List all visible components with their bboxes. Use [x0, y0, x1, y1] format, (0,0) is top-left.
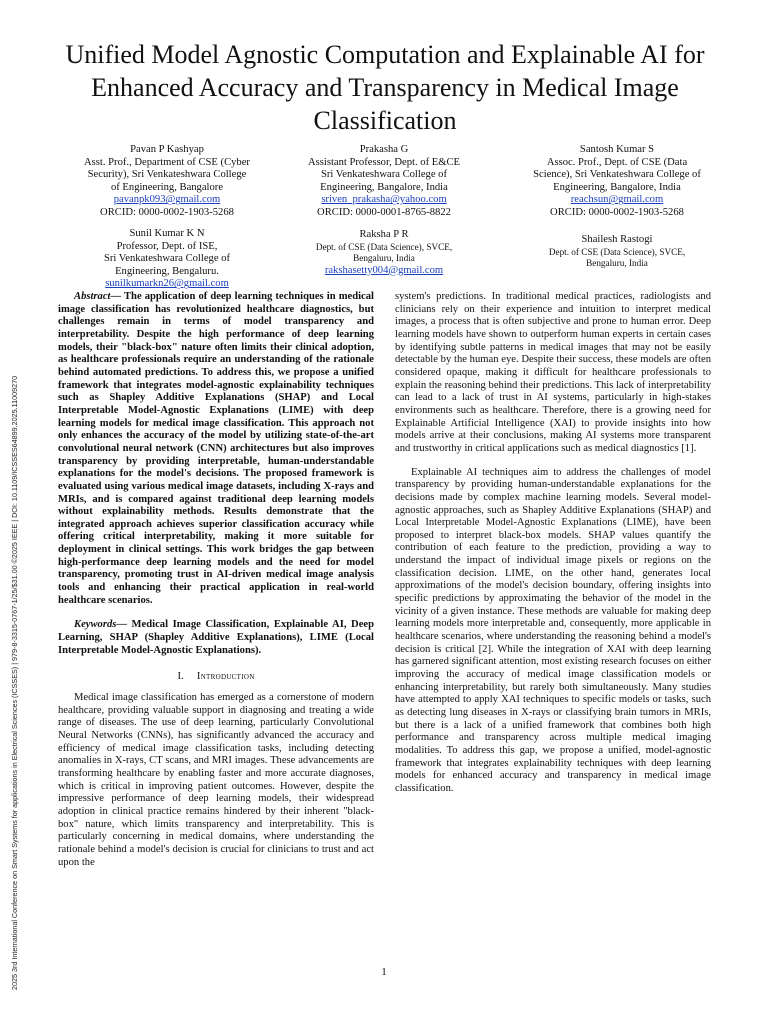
- author-orcid: ORCID: 0000-0002-1903-5268: [550, 206, 684, 218]
- author-block-6: [508, 234, 726, 270]
- author-affiliation: Dept. of CSE (Data Science), SVCE,: [315, 241, 453, 252]
- author-affiliation: Science), Sri Venkateshwara College of: [533, 169, 701, 181]
- author-name: Shailesh Rastogi: [581, 234, 653, 245]
- author-affiliation: Sri Venkateshwara College of: [320, 169, 447, 181]
- author-email-link[interactable]: pavanpk093@gmail.com: [113, 194, 221, 206]
- author-block-4: [60, 228, 274, 291]
- author-orcid: ORCID: 0000-0002-1903-5268: [100, 206, 234, 218]
- body-paragraph: system's predictions. In traditional medical practices, radiologists and clinicians rely on their experience and intuition to interpret medical images, a process that is often subjective and prone to human error. Deep learning models have shown to outperform human experts in certain cases by identifying subtle patterns in medical images that may not be easily detectable by the human eye. Despite their success, these models are often considered opaque, making it difficult for healthcare professionals to explain the reasoning behind their predictions. This lack of interpretability can lead to a lack of trust in AI systems, particularly in high-stakes environments such as healthcare. Therefore, there is a growing need for Explainable Artificial Intelligence (XAI) to provide insights into how models arrive at their conclusions, making AI systems more transparent and trustworthy in critical applications such as medical diagnostics [1].: [395, 291, 711, 454]
- author-name: Prakasha G: [359, 144, 409, 155]
- author-email-link[interactable]: rakshasetty004@gmail.com: [324, 264, 444, 276]
- abstract: [58, 291, 374, 607]
- author-name: Pavan P Kashyap: [130, 144, 204, 155]
- author-block-3: [508, 144, 726, 220]
- author-affiliation: Security), Sri Venkateshwara College: [87, 169, 247, 181]
- left-column: [58, 291, 374, 869]
- keywords-lead: Keywords—: [74, 619, 127, 631]
- author-affiliation: Engineering, Bangalore, India: [320, 181, 448, 193]
- author-block-2: [278, 144, 490, 220]
- author-affiliation: Professor, Dept. of ISE,: [116, 240, 218, 252]
- author-affiliation: Sri Venkateshwara College of: [103, 253, 230, 265]
- section-title: Introduction: [196, 671, 255, 683]
- author-orcid: ORCID: 0000-0001-8765-8822: [317, 206, 451, 218]
- author-affiliation: Assistant Professor, Dept. of E&CE: [308, 156, 460, 168]
- author-name: Sunil Kumar K N: [129, 228, 205, 239]
- author-name: Santosh Kumar S: [579, 144, 655, 155]
- section-heading: [58, 671, 374, 684]
- author-email-link[interactable]: sriven_prakasha@yahoo.com: [321, 194, 447, 206]
- author-affiliation: Assoc. Prof., Dept. of CSE (Data: [546, 156, 688, 168]
- abstract-lead: Abstract—: [74, 291, 122, 302]
- author-email-link[interactable]: reachsun@gmail.com: [570, 194, 664, 206]
- author-affiliation: Engineering, Bengaluru.: [115, 265, 219, 277]
- author-email-link[interactable]: sunilkumarkn26@gmail.com: [105, 278, 229, 290]
- author-affiliation: Asst. Prof., Department of CSE (Cyber: [84, 156, 250, 168]
- author-affiliation: Bengaluru, India: [353, 253, 415, 264]
- author-affiliation: Engineering, Bangalore, India: [553, 181, 681, 193]
- page-number: 1: [381, 966, 387, 978]
- intro-paragraph: Medical image classification has emerged as a cornerstone of modern healthcare, providing valuable support in diagnosing and treating a wide range of diseases. The use of deep learning, particularly Convolutional Neural Networks (CNNs), has significantly advanced the accuracy and efficiency of medical image classification tasks, including detecting anomalies in X-rays, CT scans, and MRI images. These advancements are transforming healthcare by enabling faster and more accurate diagnoses, which is critical in improving patient outcomes. However, despite the impressive performance of deep learning models, their widespread adoption in clinical practice remains hindered by their inherent "black-box" nature, which limits transparency and interpretability. This is particularly concerning in medical domains, where understanding the rationale behind a model's decision is crucial for clinicians to trust and act upon the: [58, 692, 374, 868]
- author-affiliation: Dept. of CSE (Data Science), SVCE,: [548, 246, 686, 257]
- body-paragraph: Explainable AI techniques aim to address the challenges of model transparency by providing human-understandable explanations for the decisions made by complex machine learning models. Several model-agnostic approaches, such as Shapley Additive Explanations (SHAP) and Local Interpretable Model-Agnostic Explanations (LIME), have been proposed to interpret black-box models. SHAP values quantify the contribution of each feature to the prediction, providing a way to understand the impact of individual image pixels or regions on the classification decision. LIME, on the other hand, generates local approximations of the model's decision boundary, offering insights into specific predictions by approximating the behavior of the model in the vicinity of a given instance. These methods are valuable for making deep learning models more interpretable and, consequently, more applicable in healthcare scenarios, where understanding the reasoning behind a model's decision is critical [2]. While the integration of XAI with deep learning has garnered significant attention, most existing research focuses on either improving the accuracy of medical image classification models or enhancing interpretability, but rarely both simultaneously. Many studies have attempted to apply XAI techniques to specific models or tasks, such as detecting lung diseases in X-rays or classifying brain tumors in MRIs, but there is a lack of a unified framework that combines both high performance and transparency across multiple medical imaging modalities. To address this gap, we propose a unified, model-agnostic framework that integrates explainability techniques with deep learning models for enhanced accuracy and transparency in medical image classification.: [395, 466, 711, 794]
- author-name: Raksha P R: [359, 229, 409, 240]
- right-column: [395, 291, 711, 796]
- keywords-text: Medical Image Classification, Explainable AI, Deep Learning, SHAP (Shapley Additive Explanations), LIME (Local Interpretable Model-Agnostic Explanations).: [58, 619, 374, 656]
- conference-citation: 2025 3rd International Conference on Smart Systems for applications in Electrical Sciences (ICSSES) | 979-8-3315-0767-1/25/$31.00 ©2025 IEEE | DOI: 10.1109/ICSSES64899.2025.11009270: [10, 375, 19, 990]
- abstract-text: The application of deep learning techniques in medical image classification has revolutionized healthcare diagnostics, but challenges remain in terms of model transparency and interpretability. Despite the high performance of deep learning models, their "black-box" nature often limits their clinical adoption, as healthcare professionals require an understanding of the rationale behind automated predictions. To address this, we propose a unified framework that integrates model-agnostic explainability techniques such as Shapley Additive Explanations (SHAP) and Local Interpretable Model-Agnostic Explanations (LIME) with deep learning models for medical image classification. This approach not only enhances the accuracy of the model by utilizing state-of-the-art convolutional neural network (CNN) architectures but also improves transparency by providing interpretable, human-understandable explanations for the model's decisions. The proposed framework is evaluated using various medical image datasets, including X-rays and MRIs, and is compared against traditional deep learning models without explainability methods. Results demonstrate that the integrated approach achieves superior classification accuracy while offering critical interpretability, making it more suitable for deployment in clinical settings. This work bridges the gap between high-performance deep learning models and the need for model transparency, promoting trust in AI-driven medical image analysis tools and enhancing their practical application in real-world healthcare scenarios.: [58, 291, 374, 606]
- paper-title: Unified Model Agnostic Computation and Explainable AI for Enhanced Accuracy and Transparency in Medical Image Classification: [65, 40, 705, 135]
- section-number: I.: [177, 671, 184, 683]
- author-block-5: [280, 229, 488, 277]
- keywords: [58, 619, 374, 657]
- paragraph-gap: [395, 456, 711, 467]
- author-affiliation: Bengaluru, India: [586, 258, 648, 269]
- author-affiliation: of Engineering, Bangalore: [110, 181, 224, 193]
- author-block-1: [60, 144, 274, 220]
